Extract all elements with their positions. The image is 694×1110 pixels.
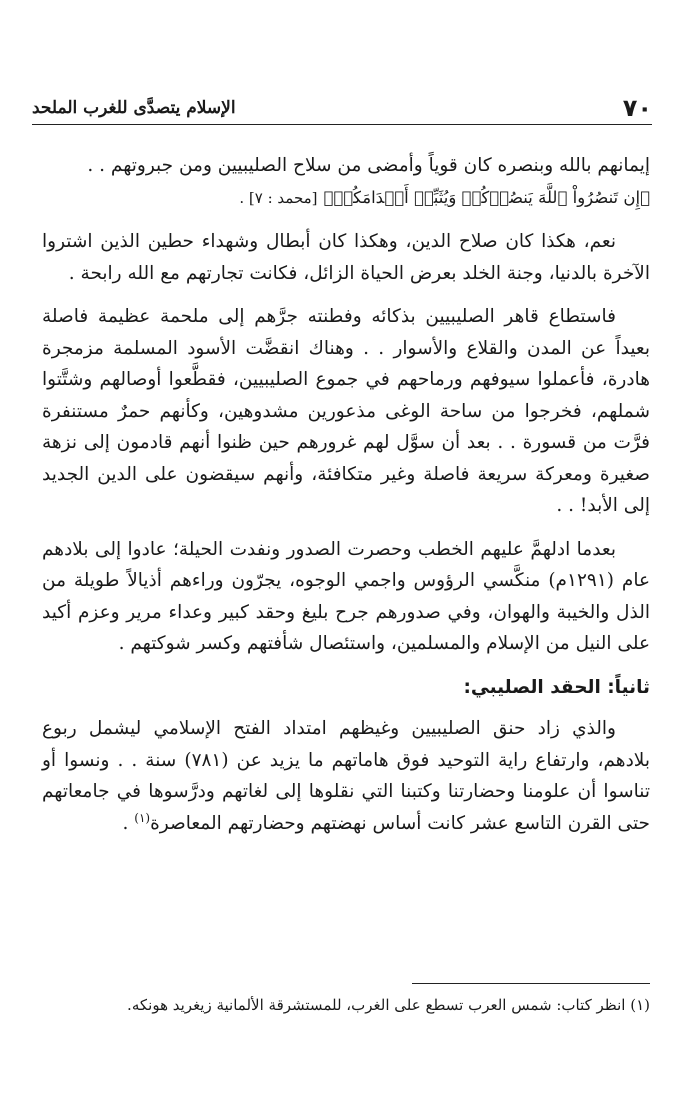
paragraph-2: نعم، هكذا كان صلاح الدين، وهكذا كان أبطال وشهداء حطين الذين اشتروا الآخرة بالدنيا، وجنة الخلد بعرض الحياة الزائل، فكانت تجارتهم مع الله رابحة . [42,231,650,284]
footnote-marker[interactable]: (١) [134,810,151,825]
running-title: الإسلام يتصدَّى للغرب الملحد [32,98,236,118]
footnote-divider [412,983,650,984]
paragraph-5-end: . [122,812,135,834]
footnote: (١) انظر كتاب: شمس العرب تسطع على الغرب، للمستشرقة الألمانية زيغريد هونكه. [127,996,650,1014]
paragraph-4: بعدما ادلهمَّ عليهم الخطب وحصرت الصدور ونفدت الحيلة؛ عادوا إلى بلادهم عام (١٢٩١م) منكَّسي الرؤوس واجمي الوجوه، يجرّون وراءهم أذيالاً طويلة من الذل والخيبة والهوان، وفي صدورهم جرح بليغ وحقد كبير وعداء مرير وعزم أكيد على النيل من الإسلام والمسلمين، واستئصال شأفتهم وكسر شوكتهم . [42,538,650,654]
quran-verse: ﴿إِن تَنصُرُواْ ٱللَّهَ يَنصُرۡكُمۡ وَيُثَبِّتۡ أَقۡدَامَكُمۡ﴾ [323,187,650,207]
page-body [42,150,650,851]
paragraph-5 [42,713,650,839]
page-header [32,92,652,125]
paragraph-5-text: والذي زاد حنق الصليبيين وغيظهم امتداد الفتح الإسلامي ليشمل ربوع بلادهم، وارتفاع راية التوحيد فوق هاماتهم ما يزيد عن (٧٨١) سنة . . ونسوا أو تناسوا أن علومنا وحضارتنا وكتبنا التي نقلوها إلى لغاتهم ودرَّسوها في جامعاتهم حتى القرن التاسع عشر كانت أساس نهضتهم وحضارتهم المعاصرة [42,718,650,834]
paragraph-3: فاستطاع قاهر الصليبيين بذكائه وفطنته جرَّهم إلى ملحمة عظيمة فاصلة بعيداً عن المدن والقلاع والأسوار . . وهناك انقضَّت الأسود المسلمة مزمجرة هادرة، فأعملوا سيوفهم ورماحهم في جموع الصليبيين، فقطَّعوا أوصالهم وشتَّتوا شملهم، فخرجوا من ساحة الوغى مذعورين مشدوهين، وكأنهم حمرٌ مستنفرة فرَّت من قسورة . . بعد أن سوَّل لهم غرورهم حين ظنوا أنهم قادمون إلى نزهة صغيرة ومعركة سريعة فاصلة وغير متكافئة، وأنهم سيقضون على الدين الجديد إلى الأبد! . . [42,306,650,516]
paragraph-1 [42,150,650,214]
page-number: ٧٠ [622,94,652,122]
section-heading: ثانياً: الحقد الصليبي: [463,676,650,698]
paragraph-1-text: إيمانهم بالله وبنصره كان قوياً وأمضى من سلاح الصليبيين ومن جبروتهم . . [87,155,650,176]
verse-reference: [محمد : ٧] . [239,188,318,207]
